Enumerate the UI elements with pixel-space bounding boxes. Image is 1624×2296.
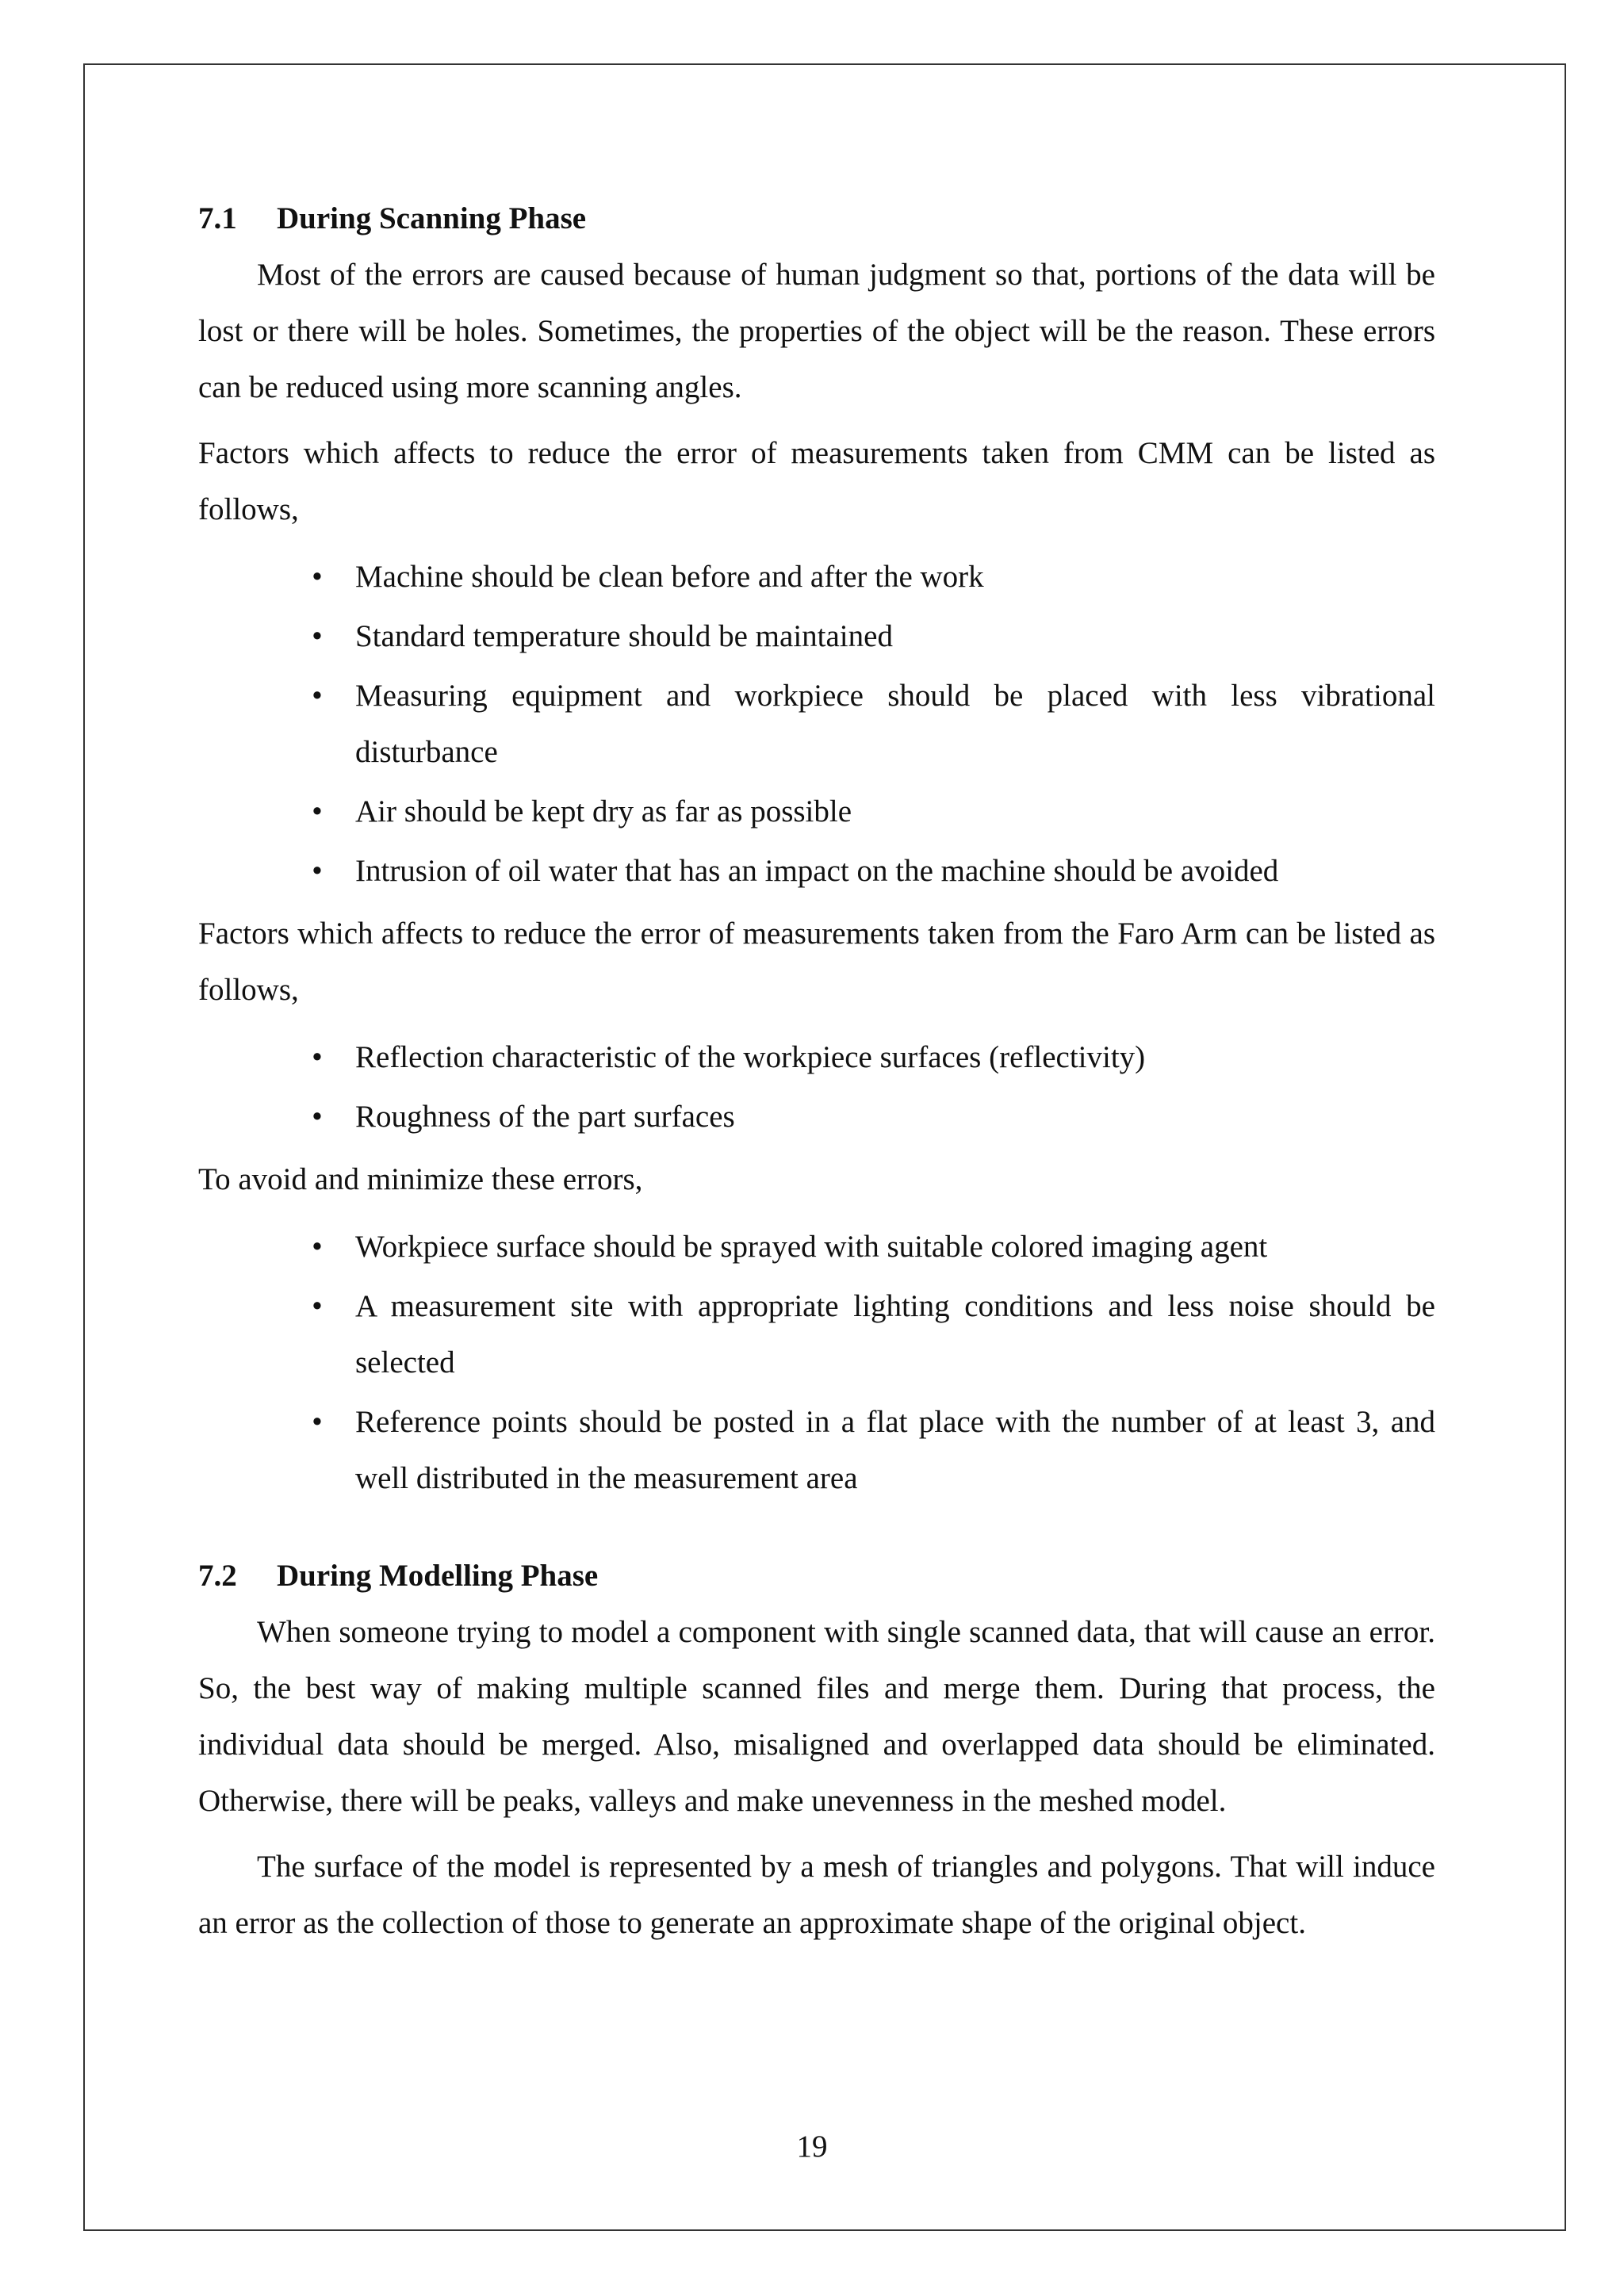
avoid-lead-paragraph: To avoid and minimize these errors, <box>198 1162 643 1196</box>
bullet-icon: • <box>312 1040 323 1074</box>
avoid-measure-list <box>198 1219 1435 1506</box>
section-number: 7.2 <box>198 1559 237 1593</box>
list-item <box>198 843 1435 899</box>
list-item <box>198 1219 1435 1275</box>
list-item <box>198 1278 1435 1391</box>
section-title: During Scanning Phase <box>277 201 587 235</box>
document-body <box>198 190 1435 1951</box>
list-item-text: Intrusion of oil water that has an impact on the machine should be avoided <box>355 854 1279 888</box>
list-item <box>198 608 1435 664</box>
bullet-icon: • <box>312 679 323 713</box>
list-item-text: Reference points should be posted in a flat place with the number of at least 3, and well distributed in the measurement area <box>355 1405 1435 1495</box>
bullet-icon: • <box>312 560 323 594</box>
cmm-lead-paragraph: Factors which affects to reduce the error of measurements taken from CMM can be listed as follows, <box>198 436 1435 526</box>
list-item-text: Roughness of the part surfaces <box>355 1100 735 1134</box>
bullet-icon: • <box>312 1230 323 1264</box>
list-item-text: Standard temperature should be maintained <box>355 619 893 653</box>
list-item <box>198 668 1435 780</box>
list-item <box>198 1394 1435 1506</box>
list-item-text: Measuring equipment and workpiece should be placed with less vibrational disturbance <box>355 679 1435 769</box>
section-title: During Modelling Phase <box>277 1559 599 1593</box>
bullet-icon: • <box>312 1405 323 1439</box>
faro-factor-list <box>198 1029 1435 1145</box>
list-item-text: Air should be kept dry as far as possible <box>355 794 852 828</box>
page-number: 19 <box>796 2130 828 2164</box>
bullet-icon: • <box>312 1289 323 1323</box>
bullet-icon: • <box>312 854 323 888</box>
list-item <box>198 549 1435 605</box>
list-item-text: Machine should be clean before and after the work <box>355 560 984 594</box>
modelling-paragraph: When someone trying to model a component with single scanned data, that will cause an error. So, the best way of making multiple scanned files and merge them. During that process, the individual data should be merged. Also, misaligned and overlapped data should be eliminated. Otherwise, there will be peaks, valleys and make unevenness in the meshed model. <box>198 1615 1435 1818</box>
section-heading <box>198 190 1435 247</box>
cmm-factor-list <box>198 549 1435 899</box>
bullet-icon: • <box>312 1100 323 1134</box>
mesh-paragraph: The surface of the model is represented by a mesh of triangles and polygons. That will induce an error as the collection of those to generate an approximate shape of the original object. <box>198 1850 1435 1940</box>
section-number: 7.1 <box>198 201 237 235</box>
bullet-icon: • <box>312 794 323 828</box>
list-item <box>198 1029 1435 1085</box>
list-item-text: Reflection characteristic of the workpiece surfaces (reflectivity) <box>355 1040 1146 1074</box>
list-item-text: Workpiece surface should be sprayed with suitable colored imaging agent <box>355 1230 1268 1264</box>
list-item <box>198 783 1435 840</box>
list-item-text: A measurement site with appropriate lighting conditions and less noise should be selected <box>355 1289 1435 1380</box>
section-heading <box>198 1548 1435 1604</box>
intro-paragraph: Most of the errors are caused because of human judgment so that, portions of the data will be lost or there will be holes. Sometimes, the properties of the object will be the reason. These errors can be reduced using more scanning angles. <box>198 258 1435 404</box>
faro-lead-paragraph: Factors which affects to reduce the error of measurements taken from the Faro Arm can be listed as follows, <box>198 916 1435 1007</box>
list-item <box>198 1089 1435 1145</box>
bullet-icon: • <box>312 619 323 653</box>
